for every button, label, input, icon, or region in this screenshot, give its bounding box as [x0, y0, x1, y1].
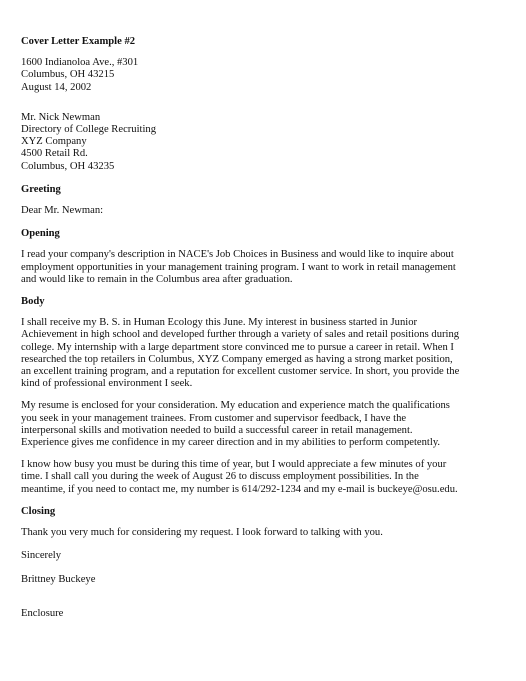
closing-text: Thank you very much for considering my request. I look forward to talking with you.	[21, 527, 383, 539]
body-line: you seek in your management trainees. From customer and supervisor feedback, I have the	[21, 412, 407, 424]
recipient-city: Columbus, OH 43235	[21, 160, 115, 172]
sender-street: 1600 Indianoloa Ave., #301	[21, 57, 139, 69]
body-line: I shall receive my B. S. in Human Ecology this June. My interest in business started in Junior	[21, 317, 418, 329]
opening-paragraph	[21, 249, 511, 286]
opening-heading: Opening	[21, 228, 60, 240]
body-line: kind of professional environment I seek.	[21, 378, 193, 390]
body-line: time. I shall call you during the week of August 26 to discuss employment possibilities. In the	[21, 471, 419, 483]
body-line: interpersonal skills and motivation needed to build a successful career in retail management.	[21, 424, 413, 436]
body-line: Achievement in high school and developed further through a variety of sales and retail positions during	[21, 329, 460, 341]
opening-line: I read your company's description in NACE's Job Choices in Business and would like to inquire about	[21, 249, 454, 261]
recipient-name: Mr. Nick Newman	[21, 111, 101, 123]
body-paragraph-3	[21, 459, 511, 496]
body-line: I know how busy you must be during this time of year, but I would appreciate a few minutes of your	[21, 459, 447, 471]
recipient-address	[21, 112, 511, 173]
sender-address	[21, 57, 511, 94]
greeting-heading: Greeting	[21, 183, 61, 195]
letter-date: August 14, 2002	[21, 81, 92, 93]
body-line: meantime, if you need to contact me, my number is 614/292-1234 and my e-mail is buckeye@osu.edu.	[21, 483, 458, 495]
document-title: Cover Letter Example #2	[21, 36, 136, 47]
opening-line: and would like to remain in the Columbus area after graduation.	[21, 273, 293, 285]
body-paragraph-1	[21, 317, 511, 390]
body-heading: Body	[21, 296, 45, 308]
body-line: researched the top retailers in Columbus, XYZ Company emerged as having a strong market position,	[21, 353, 453, 365]
recipient-company: XYZ Company	[21, 136, 87, 148]
body-paragraph-2	[21, 400, 511, 449]
sign-off: Sincerely	[21, 550, 62, 562]
body-line: an excellent training program, and a reputation for excellent customer service. In short, you provide the	[21, 366, 460, 378]
body-line: My resume is enclosed for your consideration. My education and experience match the qualifications	[21, 400, 450, 412]
opening-line: employment opportunities in your management training program. I want to work in retail management	[21, 261, 456, 273]
recipient-title: Directory of College Recruiting	[21, 124, 157, 136]
closing-heading: Closing	[21, 505, 56, 517]
cover-letter-page	[21, 36, 511, 631]
greeting-text: Dear Mr. Newman:	[21, 205, 104, 217]
sender-city: Columbus, OH 43215	[21, 69, 115, 81]
body-line: Experience gives me confidence in my career direction and in my abilities to perform competently.	[21, 437, 441, 449]
signature-name: Brittney Buckeye	[21, 573, 96, 585]
body-line: college. My internship with a large department store convinced me to pursue a career in retail. When I	[21, 341, 454, 353]
enclosure-note: Enclosure	[21, 607, 64, 619]
recipient-street: 4500 Retail Rd.	[21, 148, 88, 160]
